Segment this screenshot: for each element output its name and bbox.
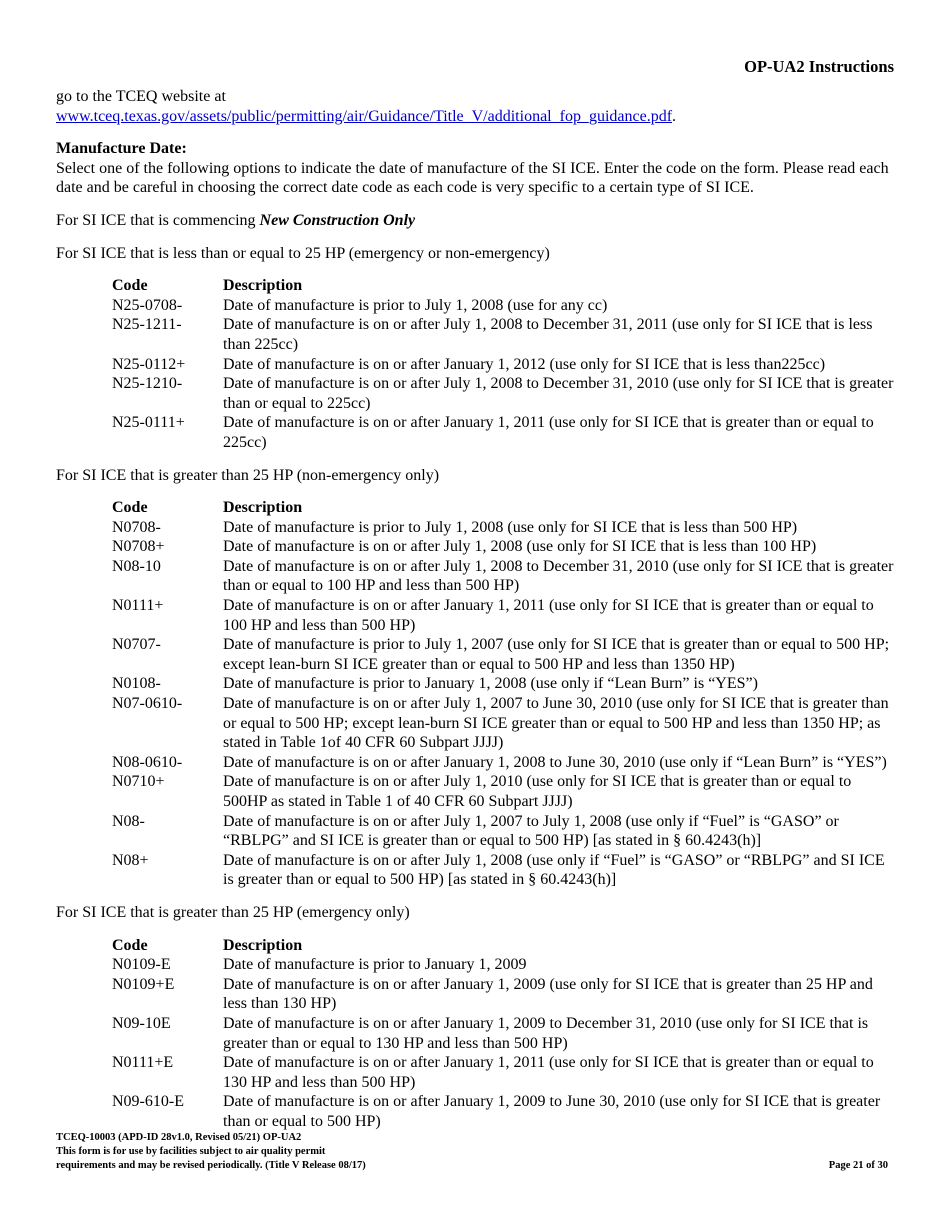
section-heading: For SI ICE that is less than or equal to 25 HP (emergency or non-emergency) xyxy=(56,244,550,262)
table-row xyxy=(112,315,896,354)
table-row xyxy=(112,674,896,694)
row-code: N09-10E xyxy=(112,1014,171,1032)
row-code: N25-0708- xyxy=(112,296,183,314)
row-description: Date of manufacture is on or after January 1, 2011 (use only for SI ICE that is greater than or equal to 100 HP and less than 500 HP) xyxy=(223,597,874,634)
row-code: N25-0112+ xyxy=(112,355,186,373)
row-description: Date of manufacture is on or after July 1, 2008 to December 31, 2010 (use only for SI ICE that is greater than or equal to 225cc) xyxy=(223,375,894,412)
row-description: Date of manufacture is on or after January 1, 2008 to June 30, 2010 (use only if “Lean Burn” is “YES”) xyxy=(223,753,887,771)
table-row xyxy=(112,413,896,452)
row-code: N09-610-E xyxy=(112,1093,184,1111)
table-row xyxy=(112,296,896,316)
manufacture-date-heading: Manufacture Date: xyxy=(56,140,187,158)
row-description: Date of manufacture is on or after July 1, 2007 to July 1, 2008 (use only if “Fuel” is “GASO” or “RBLPG” and SI ICE is greater than or equal to 500 HP) [as stated in § 60.4243(h)] xyxy=(223,812,839,850)
row-description: Date of manufacture is on or after July 1, 2008 to December 31, 2010 (use only for SI ICE that is greater than or equal to 100 HP and less than 500 HP) xyxy=(223,557,894,595)
footer-notice-1: This form is for use by facilities subject to air quality permit xyxy=(56,1146,326,1157)
row-code: N25-0111+ xyxy=(112,414,185,432)
page-footer xyxy=(56,1131,888,1173)
table-row xyxy=(112,1053,896,1092)
table-row xyxy=(112,557,896,596)
code-table xyxy=(112,936,896,1132)
section-heading: For SI ICE that is greater than 25 HP (emergency only) xyxy=(56,903,410,921)
row-code: N08-10 xyxy=(112,557,161,575)
row-code: N07-0610- xyxy=(112,695,183,713)
table-row xyxy=(112,355,896,375)
row-description: Date of manufacture is prior to January 1, 2009 xyxy=(223,956,527,974)
row-code: N0708+ xyxy=(112,538,165,556)
row-description: Date of manufacture is prior to July 1, 2007 (use only for SI ICE that is greater than or equal to 500 HP; except lean-burn SI ICE greater than or equal to 500 HP and less than 1350 HP) xyxy=(223,636,890,673)
row-code: N0710+ xyxy=(112,773,165,791)
row-description: Date of manufacture is on or after January 1, 2009 (use only for SI ICE that is greater than 25 HP and less than 130 HP) xyxy=(223,975,873,1013)
row-code: N0108- xyxy=(112,675,161,693)
row-description: Date of manufacture is on or after July 1, 2008 (use only if “Fuel” is “GASO” or “RBLPG” and SI ICE is greater than or equal to 500 HP) [as stated in § 60.4243(h)] xyxy=(223,851,885,889)
column-header-description: Description xyxy=(223,936,303,954)
new-construction-line xyxy=(56,211,896,231)
row-code: N08- xyxy=(112,812,145,830)
row-code: N0708- xyxy=(112,518,161,536)
table-row xyxy=(112,537,896,557)
new-construction-emphasis: New Construction Only xyxy=(259,211,416,229)
row-code: N08+ xyxy=(112,851,149,869)
row-description: Date of manufacture is on or after July 1, 2008 to December 31, 2011 (use only for SI ICE that is less than 225cc) xyxy=(223,316,873,353)
column-header-description: Description xyxy=(223,277,303,295)
table-row xyxy=(112,851,896,890)
column-header-code: Code xyxy=(112,936,148,954)
row-description: Date of manufacture is prior to January 1, 2008 (use only if “Lean Burn” is “YES”) xyxy=(223,675,758,693)
row-code: N08-0610- xyxy=(112,753,183,771)
row-description: Date of manufacture is on or after January 1, 2012 (use only for SI ICE that is less than225cc) xyxy=(223,355,826,373)
table-row xyxy=(112,518,896,538)
new-construction-prefix: For SI ICE that is commencing xyxy=(56,211,260,229)
link-suffix: . xyxy=(672,107,677,125)
guidance-link[interactable]: www.tceq.texas.gov/assets/public/permitting/air/Guidance/Title_V/additional_fop_guidance.pdf xyxy=(56,107,673,125)
row-code: N0111+ xyxy=(112,597,164,615)
row-description: Date of manufacture is on or after January 1, 2011 (use only for SI ICE that is greater than or equal to 225cc) xyxy=(223,414,874,451)
table-row xyxy=(112,772,896,811)
table-row xyxy=(112,1014,896,1053)
table-row xyxy=(112,635,896,674)
row-description: Date of manufacture is on or after July 1, 2008 (use only for SI ICE that is less than 100 HP) xyxy=(223,538,817,556)
column-header-code: Code xyxy=(112,277,148,295)
code-table xyxy=(112,498,896,890)
footer-notice-2: requirements and may be revised periodically. (Title V Release 08/17) xyxy=(56,1160,366,1171)
column-header-code: Code xyxy=(112,499,148,517)
intro-link-line xyxy=(56,107,896,127)
table-header-row xyxy=(112,276,896,296)
table-row xyxy=(112,694,896,753)
row-description: Date of manufacture is prior to July 1, 2008 (use only for SI ICE that is less than 500 HP) xyxy=(223,518,798,536)
row-description: Date of manufacture is on or after July 1, 2010 (use only for SI ICE that is greater than or equal to 500HP as stated in Table 1 of 40 CFR 60 Subpart JJJJ) xyxy=(223,773,852,810)
page-number: Page 21 of 30 xyxy=(828,1160,888,1171)
row-code: N0109-E xyxy=(112,956,171,974)
row-description: Date of manufacture is on or after January 1, 2009 to December 31, 2010 (use only for SI ICE that is greater than or equal to 130 HP and less than 500 HP) xyxy=(223,1014,869,1052)
row-code: N25-1210- xyxy=(112,375,183,393)
code-sections xyxy=(56,244,896,1132)
row-description: Date of manufacture is prior to July 1, 2008 (use for any cc) xyxy=(223,296,608,314)
table-row xyxy=(112,374,896,413)
table-header-row xyxy=(112,936,896,956)
table-row xyxy=(112,812,896,851)
table-row xyxy=(112,955,896,975)
column-header-description: Description xyxy=(223,499,303,517)
table-row xyxy=(112,753,896,773)
table-row xyxy=(112,975,896,1014)
table-row xyxy=(112,596,896,635)
row-description: Date of manufacture is on or after January 1, 2011 (use only for SI ICE that is greater than or equal to 130 HP and less than 500 HP) xyxy=(223,1054,874,1091)
code-table xyxy=(112,276,896,452)
row-code: N0707- xyxy=(112,636,161,654)
manufacture-instructions: Select one of the following options to indicate the date of manufacture of the SI ICE. Enter the code on the form. Please read each date and be careful in choosing the correct date code as each code is very specific to a certain type of SI ICE. xyxy=(56,159,889,197)
section-heading: For SI ICE that is greater than 25 HP (non-emergency only) xyxy=(56,466,440,484)
row-description: Date of manufacture is on or after July 1, 2007 to June 30, 2010 (use only for SI ICE that is greater than or equal to 500 HP; except lean-burn SI ICE greater than or equal to 500 HP and less than 1350 HP; as stated in Table 1of 40 CFR 60 Subpart JJJJ) xyxy=(223,695,889,752)
row-description: Date of manufacture is on or after January 1, 2009 to June 30, 2010 (use only for SI ICE that is greater than or equal to 500 HP) xyxy=(223,1093,881,1130)
table-row xyxy=(112,1092,896,1131)
row-code: N0111+E xyxy=(112,1054,174,1072)
table-header-row xyxy=(112,498,896,518)
intro-text: go to the TCEQ website at xyxy=(56,88,226,105)
page-header-title: OP-UA2 Instructions xyxy=(744,57,894,76)
footer-form-id: TCEQ-10003 (APD-ID 28v1.0, Revised 05/21) OP-UA2 xyxy=(56,1132,302,1143)
document-body xyxy=(56,87,896,1132)
row-code: N25-1211- xyxy=(112,316,182,334)
row-code: N0109+E xyxy=(112,975,175,993)
